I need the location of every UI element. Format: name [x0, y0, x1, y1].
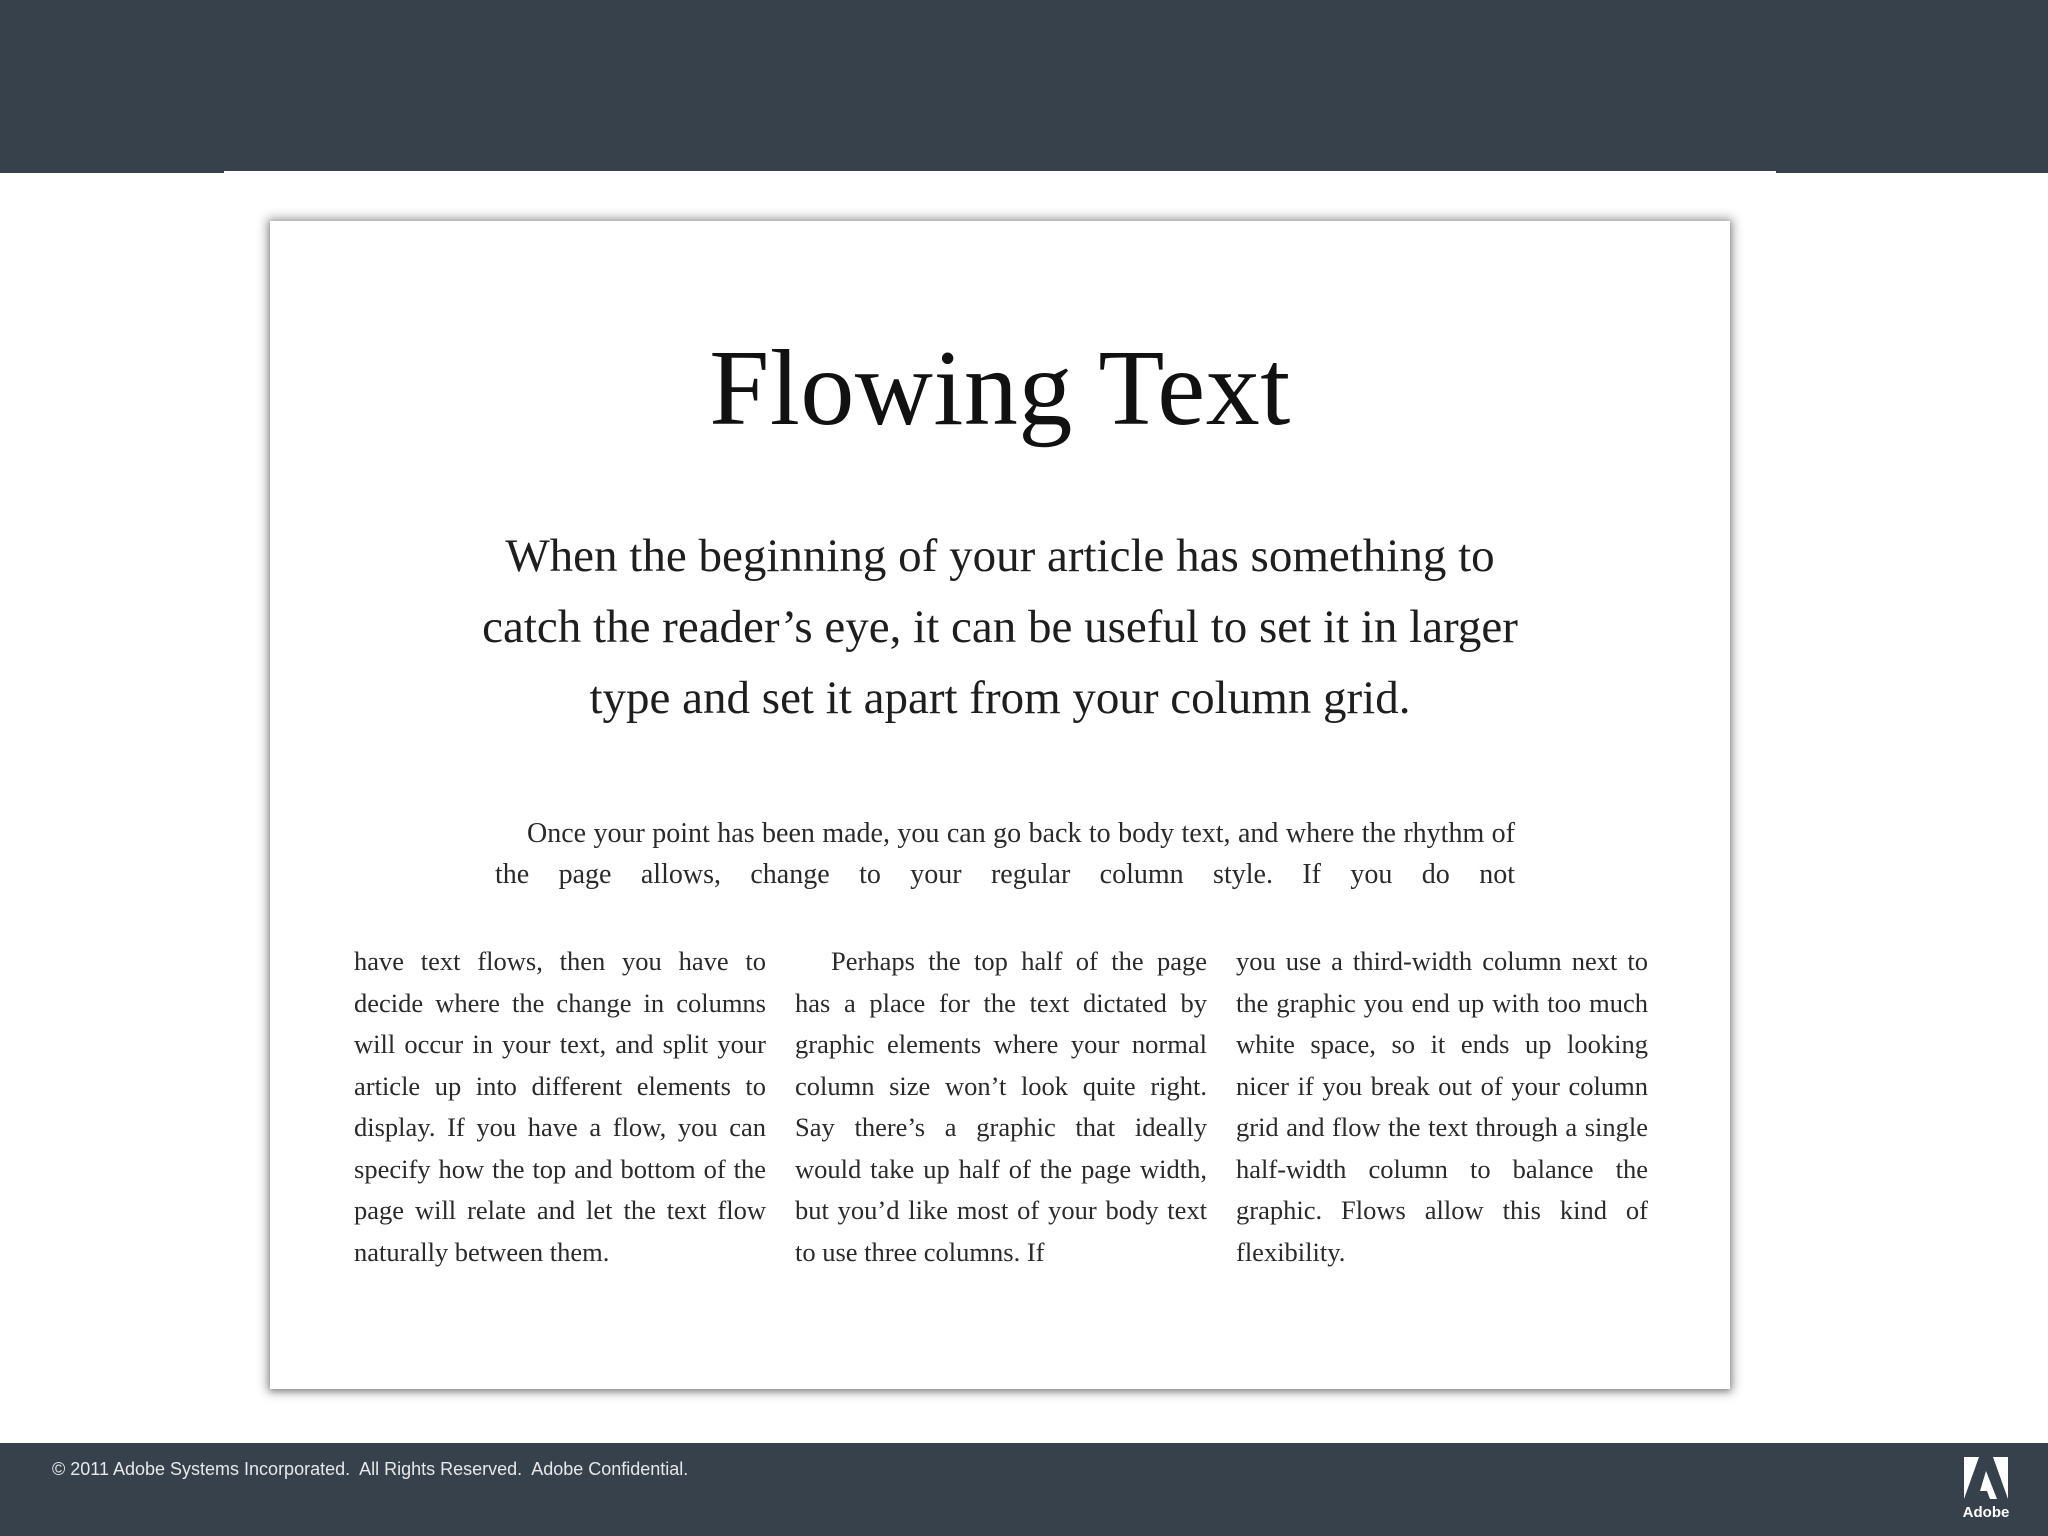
- column-3: you use a third-width column next to the graphic you end up with too much white space, so it ends up looking nicer if you break out of your column grid and flow the text through a single half-width column to balance the graphic. Flows allow this kind of flexibility.: [1236, 946, 1648, 1267]
- copyright-text: © 2011 Adobe Systems Incorporated. All Rights Reserved. Adobe Confidential.: [52, 1459, 689, 1479]
- body-columns: [354, 941, 1648, 1273]
- header-band: [0, 0, 2048, 173]
- header-rule: [224, 171, 1776, 175]
- deck-paragraph: When the beginning of your article has something to catch the reader’s eye, it can be useful to set it in larger type and set it apart from your column grid.: [482, 530, 1518, 724]
- adobe-logo-wordmark: Adobe: [1962, 1504, 2010, 1521]
- page-example: [270, 221, 1730, 1389]
- transition-paragraph: Once your point has been made, you can go back to body text, and where the rhythm of the page allows, change to your regular column style. If you do not: [495, 818, 1515, 890]
- column-2: Perhaps the top half of the page has a place for the text dictated by graphic elements where your normal column size won’t look quite right. Say there’s a graphic that ideally would take up half of the page width, but you’d like most of your body text to use three columns. If: [795, 946, 1207, 1267]
- column-1: have text flows, then you have to decide where the change in columns will occur in your text, and split your article up into different elements to display. If you have a flow, you can specify how the top and bottom of the page will relate and let the text flow naturally between them.: [354, 946, 766, 1267]
- page-title: Flowing Text: [709, 329, 1291, 448]
